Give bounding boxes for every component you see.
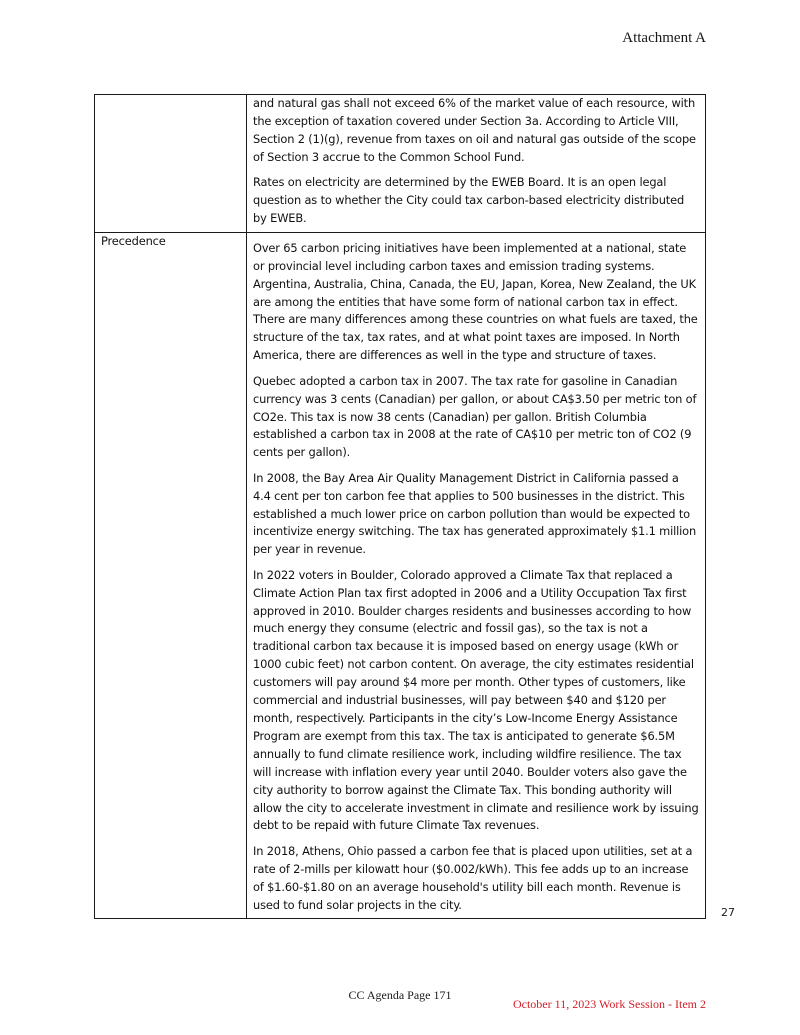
paragraph-carbon-pricing-initiatives: Over 65 carbon pricing initiatives have been implemented at a national, state or provincial level including carbon taxes and emission trading systems. Argentina, Australia, China, Canada, the EU, Japan, Korea, New Zealand, the UK are among the entities that have some form of national carbon tax in effect. There are many differences among these countries on what fuels are taxed, the structure of the tax, tax rates, and at what point taxes are imposed. In North America, there are differences as well in the type and structure of taxes. — [253, 240, 698, 363]
content-table — [94, 94, 706, 919]
paragraph-resource-tax-limit: and natural gas shall not exceed 6% of the market value of each resource, with the exception of taxation covered under Section 3a. According to Article VIII, Section 2 (1)(g), revenue from taxes on oil and natural gas outside of the scope of Section 3 accrue to the Common School Fund. — [253, 96, 696, 164]
row-label-cell — [95, 95, 247, 233]
row-body-cell — [247, 95, 706, 233]
paragraph-quebec-bc: Quebec adopted a carbon tax in 2007. The tax rate for gasoline in Canadian currency was 3 cents (Canadian) per gallon, or about CA$3.50 per metric ton of CO2e. This tax is now 38 cents (Canadian) per gallon. British Columbia established a carbon tax in 2008 at the rate of CA$10 per metric ton of CO2 (9 cents per gallon). — [253, 373, 697, 460]
table-row-continuation — [95, 95, 706, 233]
row-body-cell — [247, 232, 706, 919]
row-label-precedence: Precedence — [101, 233, 166, 248]
paragraph-bay-area: In 2008, the Bay Area Air Quality Management District in California passed a 4.4 cent per ton carbon fee that applies to 500 businesses in the district. This established a much lower price on carbon pollution than would be expected to incentivize energy switching. The tax has generated approximately $1.1 million per year in revenue. — [253, 470, 697, 557]
page-number: 27 — [721, 906, 735, 919]
attachment-title: Attachment A — [622, 30, 706, 46]
paragraph-athens: In 2018, Athens, Ohio passed a carbon fee that is placed upon utilities, set at a rate of 2-mills per kilowatt hour ($0.002/kWh). This fee adds up to an increase of $1.60-$1.80 on an average household's utility bill each month. Revenue is used to fund solar projects in the city. — [253, 843, 693, 912]
paragraph-eweb-rates: Rates on electricity are determined by the EWEB Board. It is an open legal question as to whether the City could tax carbon-based electricity distributed by EWEB. — [253, 175, 685, 225]
table-row-precedence — [95, 232, 706, 919]
row-label-cell — [95, 232, 247, 919]
work-session-note: October 11, 2023 Work Session - Item 2 — [512, 997, 706, 1011]
agenda-page-label: CC Agenda Page 171 — [348, 988, 452, 1002]
paragraph-boulder: In 2022 voters in Boulder, Colorado approved a Climate Tax that replaced a Climate Action Plan tax first adopted in 2006 and a Utility Occupation Tax first approved in 2010. Boulder charges residents and businesses according to how much energy they consume (electric and fossil gas), so the tax is not a traditional carbon tax because it is imposed based on energy usage (kWh or 1000 cubic feet) not carbon content. On average, the city estimates residential customers will pay around $4 more per month. Other types of customers, like commercial and industrial businesses, will pay between $40 and $120 per month, respectively. Participants in the city’s Low-Income Energy Assistance Program are exempt from this tax. The tax is anticipated to generate $6.5M annually to fund climate resilience work, including wildfire resilience. The tax will increase with inflation every year until 2040. Boulder voters also gave the city authority to borrow against the Climate Tax. This bonding authority will allow the city to accelerate investment in climate and resilience work by issuing debt to be repaid with future Climate Tax revenues. — [253, 567, 699, 833]
